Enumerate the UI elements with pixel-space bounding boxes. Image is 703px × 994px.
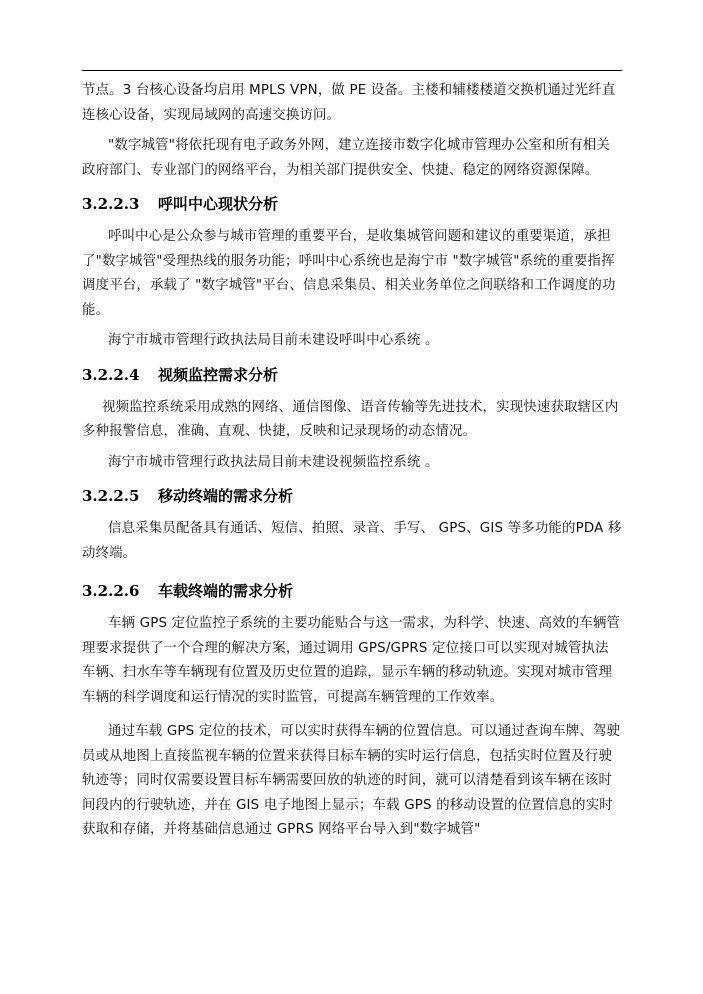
paragraph-vehicle-gps-details: 通过车载 GPS 定位的技术，可以实时获得车辆的位置信息。可以通过查询车牌、驾驶员或从地图上直接监视车辆的位置来获得目标车辆的实时运行信息，包括实时位置及行驶轨迹等；同时仅需要设置目标车辆需要回放的轨迹的时间，就可以清楚看到该车辆在该时间段内的行驶轨迹，并在 GIS 电子地图上显示；车载 GPS 的移动设置的位置信息的实时获取和存储，并将基础信息通过 GPRS 网络平台导入到"数字城管": [82, 724, 621, 837]
paragraph-video-system: 视频监控系统采用成熟的网络、通信图像、语音传输等先进技术，实现快速获取辖区内多种报警信息，准确、直观、快捷，反映和记录现场的动态情况。: [82, 399, 619, 439]
section-title: 移动终端的需求分析: [158, 487, 294, 505]
paragraph-call-center-status: 海宁市城市管理行政执法局目前未建设呼叫中心系统 。: [108, 333, 439, 348]
header-rule: [82, 70, 622, 71]
paragraph-vehicle-gps-overview: 车辆 GPS 定位监控子系统的主要功能贴合与这一需求，为科学、快速、高效的车辆管理要求提供了一个合理的解决方案，通过调用 GPS/GPRS 定位接口可以实现对城管执法车辆、扫水车等车辆现有位置及历史位置的追踪，显示车辆的移动轨迹。实现对城市管理车辆的科学调度和运行情况的实时监管，可提高车辆管理的工作效率。: [82, 616, 621, 705]
document-body: [82, 79, 622, 843]
section-number: 3.2.2.3: [82, 195, 140, 213]
paragraph-call-center-role: 呼叫中心是公众参与城市管理的重要平台，是收集城管问题和建议的重要渠道，承担了"数字城管"受理热线的服务功能；呼叫中心系统也是海宁市 "数字城管"系统的重要指挥调度平台，承载了 "数字城管"平台、信息采集员、相关业务单位之间联络和工作调度的功能。: [82, 229, 616, 318]
section-title: 视频监控需求分析: [158, 365, 279, 384]
paragraph-network-core: 节点。3 台核心设备均启用 MPLS VPN，做 PE 设备。主楼和辅楼楼道交换机通过光纤直连核心设备，实现局域网的高速交换访问。: [82, 83, 616, 123]
section-heading-video-monitoring: [82, 364, 622, 386]
paragraph-network-platform: "数字城管"将依托现有电子政务外网，建立连接市数字化城市管理办公室和所有相关政府部门、专业部门的网络平台，为相关部门提供安全、快捷、稳定的网络资源保障。: [82, 138, 610, 178]
section-number: 3.2.2.4: [82, 365, 140, 384]
section-number: 3.2.2.5: [82, 487, 140, 505]
section-title: 车载终端的需求分析: [158, 582, 294, 600]
section-title: 呼叫中心现状分析: [158, 195, 279, 213]
paragraph-video-status: 海宁市城市管理行政执法局目前未建设视频监控系统 。: [108, 454, 439, 470]
section-number: 3.2.2.6: [82, 582, 140, 600]
section-heading-mobile-terminal: [82, 485, 622, 507]
section-heading-vehicle-terminal: [82, 580, 622, 602]
section-heading-call-center: [82, 193, 622, 215]
paragraph-mobile-terminal: 信息采集员配备具有通话、短信、拍照、录音、手写、 GPS、GIS 等多功能的PDA 移动终端。: [82, 521, 622, 561]
